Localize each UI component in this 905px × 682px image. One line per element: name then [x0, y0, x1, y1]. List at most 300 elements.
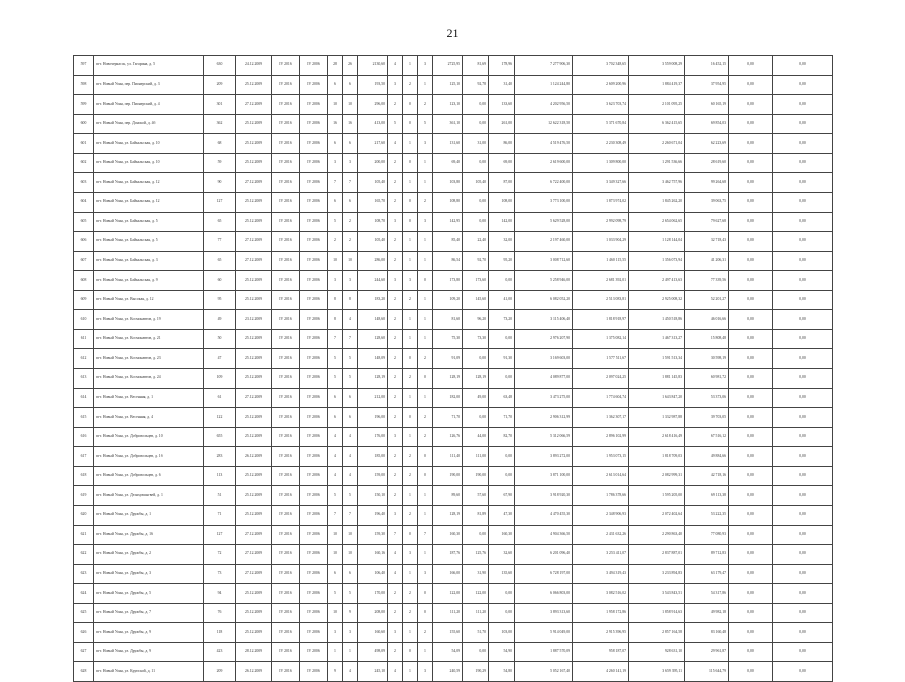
cell-municipal-area: 54,80 [489, 662, 515, 682]
cell-area-total: 245,10 [358, 662, 388, 682]
cell-total-cost: 2 906 312,99 [515, 408, 573, 428]
cell-row-number: 610 [74, 310, 94, 330]
cell-area-total: 498,09 [358, 642, 388, 662]
table-row [74, 310, 833, 330]
cell-building-area: 65 [204, 251, 236, 271]
cell-residents-total: 10 [328, 251, 343, 271]
cell-resettled-area: 91,09 [433, 349, 463, 369]
cell-apartments-total: 2 [388, 251, 403, 271]
cell-address: пгт. Новый Уоян, ул. Крупской, д. 11 [94, 662, 204, 682]
cell-extra-cost: 0,00 [729, 505, 773, 525]
cell-resettled-area: 111,40 [433, 447, 463, 467]
page-number: 21 [446, 26, 459, 40]
cell-demolition-date: IV 2006 [300, 329, 328, 349]
cell-fund-cost: 2 431 632,26 [573, 525, 629, 545]
cell-apartments-private: 1 [403, 427, 418, 447]
cell-local-cost: 39 703,05 [685, 408, 729, 428]
cell-demolition-date: IV 2006 [300, 232, 328, 252]
cell-residents-total: 6 [328, 408, 343, 428]
cell-residents-moving: 4 [343, 427, 358, 447]
cell-residents-moving: 2 [343, 212, 358, 232]
cell-address: пгт. Новый Уоян, ул. Добровольцев, д. 1б [94, 447, 204, 467]
cell-apartments-municipal: 2 [418, 192, 433, 212]
cell-fund-cost: 1 818 918,97 [573, 310, 629, 330]
cell-date: 25.12.2009 [236, 603, 272, 623]
cell-apartments-municipal: 3 [418, 212, 433, 232]
cell-apartments-private: 0 [403, 642, 418, 662]
cell-residents-total: 10 [328, 95, 343, 115]
cell-deadline: IV 2016 [272, 192, 300, 212]
cell-private-area: 0,00 [463, 642, 489, 662]
table-row [74, 408, 833, 428]
cell-demolition-date: IV 2006 [300, 642, 328, 662]
cell-apartments-private: 1 [403, 173, 418, 193]
cell-municipal-area: 0,00 [489, 584, 515, 604]
cell-row-number: 608 [74, 271, 94, 291]
cell-other-cost: 0,00 [773, 505, 833, 525]
cell-budget-cost: 2 290 863,40 [629, 525, 685, 545]
cell-private-area: 81,69 [463, 56, 489, 76]
table-row [74, 95, 833, 115]
cell-row-number: 617 [74, 447, 94, 467]
cell-total-cost: 3 893 313,60 [515, 603, 573, 623]
cell-area-total: 165,70 [358, 192, 388, 212]
cell-municipal-area: 54,90 [489, 642, 515, 662]
cell-fund-cost: 1 958 172,86 [573, 603, 629, 623]
cell-budget-cost: 1 332 987,88 [629, 408, 685, 428]
cell-other-cost: 0,00 [773, 349, 833, 369]
cell-demolition-date: IV 2006 [300, 192, 328, 212]
cell-budget-cost: 3 659 395,11 [629, 662, 685, 682]
cell-row-number: 603 [74, 173, 94, 193]
cell-address: пгт. Новый Уоян, ул. Дружбы, д. 1 [94, 505, 204, 525]
cell-resettled-area: 166,00 [433, 564, 463, 584]
cell-row-number: 597 [74, 56, 94, 76]
cell-private-area: 145,60 [463, 290, 489, 310]
cell-date: 25.12.2009 [236, 153, 272, 173]
cell-apartments-total: 2 [388, 290, 403, 310]
cell-extra-cost: 0,00 [729, 290, 773, 310]
cell-apartments-private: 3 [403, 271, 418, 291]
cell-other-cost: 0,00 [773, 447, 833, 467]
cell-row-number: 611 [74, 329, 94, 349]
cell-residents-total: 5 [328, 584, 343, 604]
cell-demolition-date: IV 2006 [300, 310, 328, 330]
cell-residents-total: 7 [328, 505, 343, 525]
cell-private-area: 125,76 [463, 545, 489, 565]
cell-private-area: 0,00 [463, 153, 489, 173]
cell-private-area: 0,00 [463, 408, 489, 428]
cell-budget-cost: 1 881 145,83 [629, 369, 685, 389]
cell-deadline: IV 2016 [272, 369, 300, 389]
table-row [74, 212, 833, 232]
cell-residents-moving: 4 [343, 466, 358, 486]
cell-deadline: IV 2016 [272, 212, 300, 232]
cell-apartments-private: 2 [403, 603, 418, 623]
cell-budget-cost: 1 128 144,04 [629, 232, 685, 252]
cell-fund-cost: 1 033 904,29 [573, 232, 629, 252]
cell-address: пгт. Новый Уоян, ул. Высокая, д. 12 [94, 290, 204, 310]
cell-municipal-area: 32,00 [489, 232, 515, 252]
cell-apartments-private: 1 [403, 388, 418, 408]
cell-total-cost: 5 052 167,40 [515, 662, 573, 682]
cell-budget-cost: 2 101 095,25 [629, 95, 685, 115]
cell-private-area: 44,00 [463, 427, 489, 447]
cell-total-cost: 1 887 570,09 [515, 642, 573, 662]
table-row [74, 369, 833, 389]
cell-extra-cost: 0,00 [729, 271, 773, 291]
cell-apartments-municipal: 0 [418, 584, 433, 604]
cell-demolition-date: IV 2006 [300, 486, 328, 506]
cell-row-number: 605 [74, 212, 94, 232]
cell-apartments-municipal: 2 [418, 408, 433, 428]
cell-deadline: IV 2016 [272, 56, 300, 76]
cell-private-area: 0,00 [463, 192, 489, 212]
cell-deadline: IV 2016 [272, 388, 300, 408]
cell-other-cost: 0,00 [773, 251, 833, 271]
cell-area-total: 2130,60 [358, 56, 388, 76]
cell-residents-moving: 6 [343, 564, 358, 584]
cell-municipal-area: 91,30 [489, 349, 515, 369]
cell-date: 28.12.2009 [236, 642, 272, 662]
cell-row-number: 598 [74, 75, 94, 95]
cell-fund-cost: 2 613 014,64 [573, 466, 629, 486]
cell-municipal-area: 178,96 [489, 56, 515, 76]
cell-apartments-municipal: 3 [418, 662, 433, 682]
cell-resettled-area: 75,30 [433, 329, 463, 349]
cell-resettled-area: 187,76 [433, 545, 463, 565]
cell-building-area: 95 [204, 290, 236, 310]
cell-resettled-area: 123,10 [433, 95, 463, 115]
cell-municipal-area: 108,00 [489, 192, 515, 212]
cell-area-total: 193,50 [358, 75, 388, 95]
table-row [74, 505, 833, 525]
cell-apartments-total: 3 [388, 75, 403, 95]
cell-residents-moving: 10 [343, 545, 358, 565]
cell-demolition-date: IV 2006 [300, 290, 328, 310]
cell-deadline: IV 2016 [272, 153, 300, 173]
cell-local-cost: 41 206,31 [685, 251, 729, 271]
cell-date: 25.12.2009 [236, 369, 272, 389]
cell-municipal-area: 86,00 [489, 134, 515, 154]
cell-deadline: IV 2016 [272, 75, 300, 95]
cell-residents-moving: 3 [343, 271, 358, 291]
cell-resettled-area: 81,60 [433, 310, 463, 330]
cell-fund-cost: 2 681 392,01 [573, 271, 629, 291]
cell-area-total: 159,00 [358, 466, 388, 486]
cell-building-area: 77 [204, 232, 236, 252]
table-row [74, 114, 833, 134]
cell-apartments-municipal: 0 [418, 271, 433, 291]
cell-apartments-private: 0 [403, 408, 418, 428]
cell-extra-cost: 0,00 [729, 486, 773, 506]
cell-demolition-date: IV 2006 [300, 349, 328, 369]
cell-date: 25.12.2009 [236, 584, 272, 604]
cell-deadline: IV 2016 [272, 310, 300, 330]
cell-other-cost: 0,00 [773, 310, 833, 330]
table-row [74, 427, 833, 447]
cell-apartments-total: 3 [388, 212, 403, 232]
cell-budget-cost: 2 497 413,63 [629, 271, 685, 291]
cell-other-cost: 0,00 [773, 662, 833, 682]
cell-residents-total: 1 [328, 642, 343, 662]
cell-local-cost: 37 954,95 [685, 75, 729, 95]
cell-area-total: 185,00 [358, 447, 388, 467]
cell-extra-cost: 0,00 [729, 349, 773, 369]
cell-row-number: 601 [74, 134, 94, 154]
cell-budget-cost: 1 591 513,34 [629, 349, 685, 369]
cell-deadline: IV 2016 [272, 251, 300, 271]
cell-local-cost: 69 113,38 [685, 486, 729, 506]
cell-deadline: IV 2016 [272, 349, 300, 369]
cell-row-number: 625 [74, 603, 94, 623]
cell-extra-cost: 0,00 [729, 153, 773, 173]
cell-local-cost: 79 627,68 [685, 212, 729, 232]
cell-private-area: 51,70 [463, 623, 489, 643]
cell-residents-total: 6 [328, 388, 343, 408]
cell-other-cost: 0,00 [773, 134, 833, 154]
cell-area-total: 159,30 [358, 525, 388, 545]
cell-deadline: IV 2016 [272, 525, 300, 545]
cell-private-area: 22,40 [463, 232, 489, 252]
table-row [74, 173, 833, 193]
cell-apartments-total: 2 [388, 584, 403, 604]
cell-date: 25.12.2009 [236, 329, 272, 349]
cell-resettled-area: 86,54 [433, 251, 463, 271]
cell-apartments-total: 2 [388, 642, 403, 662]
cell-local-cost: 89 712,83 [685, 545, 729, 565]
cell-residents-total: 8 [328, 290, 343, 310]
cell-deadline: IV 2016 [272, 114, 300, 134]
cell-other-cost: 0,00 [773, 466, 833, 486]
cell-total-cost: 6 082 052,20 [515, 290, 573, 310]
table-row [74, 662, 833, 682]
cell-date: 27.12.2009 [236, 232, 272, 252]
cell-budget-cost: 3 462 757,96 [629, 173, 685, 193]
table-row [74, 290, 833, 310]
cell-apartments-total: 2 [388, 447, 403, 467]
cell-resettled-area: 108,80 [433, 192, 463, 212]
cell-building-area: 61 [204, 388, 236, 408]
cell-building-area: 68 [204, 134, 236, 154]
cell-resettled-area: 54,09 [433, 642, 463, 662]
cell-municipal-area: 0,00 [489, 369, 515, 389]
cell-private-area: 122,00 [463, 584, 489, 604]
cell-budget-cost: 928 631,10 [629, 642, 685, 662]
cell-resettled-area: 71,70 [433, 408, 463, 428]
cell-extra-cost: 0,00 [729, 662, 773, 682]
cell-resettled-area: 190,00 [433, 466, 463, 486]
cell-residents-moving: 6 [343, 192, 358, 212]
cell-demolition-date: IV 2006 [300, 134, 328, 154]
cell-address: пгт. Новый Уоян, ул. Дружбы, д. 9 [94, 642, 204, 662]
cell-row-number: 609 [74, 290, 94, 310]
cell-date: 25.12.2009 [236, 114, 272, 134]
cell-demolition-date: IV 2006 [300, 466, 328, 486]
cell-resettled-area: 122,00 [433, 584, 463, 604]
cell-apartments-private: 2 [403, 505, 418, 525]
cell-municipal-area: 31,40 [489, 75, 515, 95]
cell-address: пгт. Новый Уоян, ул. Дружбы, д. 9 [94, 623, 204, 643]
cell-other-cost: 0,00 [773, 232, 833, 252]
cell-municipal-area: 135,60 [489, 564, 515, 584]
cell-local-cost: 60 981,72 [685, 369, 729, 389]
cell-total-cost: 4 089 877,00 [515, 369, 573, 389]
cell-building-area: 630 [204, 56, 236, 76]
cell-row-number: 604 [74, 192, 94, 212]
cell-address: пгт. Новый Уоян, ул. Космонавтов, д. 23 [94, 349, 204, 369]
cell-budget-cost: 1 884 419,37 [629, 75, 685, 95]
cell-apartments-municipal: 7 [418, 525, 433, 545]
cell-residents-total: 8 [328, 310, 343, 330]
cell-local-cost: 60 165,19 [685, 95, 729, 115]
cell-extra-cost: 0,00 [729, 173, 773, 193]
cell-total-cost: 3 008 712,60 [515, 251, 573, 271]
cell-apartments-municipal: 1 [418, 388, 433, 408]
cell-residents-moving: 5 [343, 369, 358, 389]
cell-residents-moving: 6 [343, 388, 358, 408]
cell-date: 25.12.2009 [236, 271, 272, 291]
cell-apartments-private: 1 [403, 486, 418, 506]
cell-extra-cost: 0,00 [729, 584, 773, 604]
cell-date: 23.12.2009 [236, 310, 272, 330]
cell-demolition-date: IV 2006 [300, 564, 328, 584]
cell-apartments-private: 1 [403, 662, 418, 682]
cell-row-number: 619 [74, 486, 94, 506]
cell-local-cost: 99 264,68 [685, 173, 729, 193]
cell-area-total: 148,60 [358, 310, 388, 330]
cell-deadline: IV 2016 [272, 329, 300, 349]
cell-apartments-private: 2 [403, 290, 418, 310]
cell-resettled-area: 89,60 [433, 486, 463, 506]
cell-demolition-date: IV 2006 [300, 584, 328, 604]
cell-apartments-municipal: 5 [418, 114, 433, 134]
cell-apartments-private: 2 [403, 466, 418, 486]
cell-deadline: IV 2016 [272, 427, 300, 447]
cell-area-total: 128,60 [358, 329, 388, 349]
cell-other-cost: 0,00 [773, 408, 833, 428]
cell-budget-cost: 1 845 262,20 [629, 192, 685, 212]
cell-date: 26.12.2009 [236, 662, 272, 682]
cell-total-cost: 5 258 946,00 [515, 271, 573, 291]
cell-fund-cost: 2 097 024,25 [573, 369, 629, 389]
cell-private-area: 31,90 [463, 564, 489, 584]
cell-apartments-municipal: 1 [418, 486, 433, 506]
cell-residents-moving: 1 [343, 642, 358, 662]
cell-other-cost: 0,00 [773, 584, 833, 604]
cell-apartments-total: 4 [388, 564, 403, 584]
cell-apartments-private: 1 [403, 329, 418, 349]
cell-local-cost: 30 598,19 [685, 349, 729, 369]
cell-area-total: 196,00 [358, 408, 388, 428]
cell-area-total: 196,40 [358, 505, 388, 525]
cell-address: пгт. Новый Уоян, ул. Байкальская, д. 5 [94, 232, 204, 252]
cell-date: 25.12.2009 [236, 505, 272, 525]
cell-local-cost: 52 201,27 [685, 290, 729, 310]
cell-fund-cost: 1 577 511,67 [573, 349, 629, 369]
cell-private-area: 0,00 [463, 114, 489, 134]
cell-area-total: 105,40 [358, 173, 388, 193]
cell-residents-moving: 10 [343, 95, 358, 115]
table-row [74, 251, 833, 271]
cell-row-number: 612 [74, 349, 94, 369]
cell-municipal-area: 63,48 [489, 388, 515, 408]
cell-budget-cost: 2 082 999,31 [629, 466, 685, 486]
cell-private-area: 0,00 [463, 525, 489, 545]
cell-local-cost: 49 982,18 [685, 603, 729, 623]
cell-fund-cost: 3 253 411,07 [573, 545, 629, 565]
cell-local-cost: 15 808,48 [685, 329, 729, 349]
cell-demolition-date: IV 2006 [300, 388, 328, 408]
cell-private-area: 190,00 [463, 466, 489, 486]
cell-resettled-area: 160,30 [433, 525, 463, 545]
cell-date: 27.12.2009 [236, 525, 272, 545]
cell-row-number: 615 [74, 408, 94, 428]
cell-residents-total: 10 [328, 603, 343, 623]
cell-local-cost: 46 016,66 [685, 310, 729, 330]
cell-date: 25.12.2009 [236, 466, 272, 486]
cell-building-area: 76 [204, 603, 236, 623]
cell-total-cost: 4 470 455,30 [515, 505, 573, 525]
cell-total-cost: 3 773 100,00 [515, 192, 573, 212]
cell-address: пгт. Новый Уоян, ул. Дружбы, д. 2 [94, 545, 204, 565]
cell-private-area: 0,00 [463, 212, 489, 232]
cell-municipal-area: 69,00 [489, 153, 515, 173]
cell-resettled-area: 131,60 [433, 134, 463, 154]
cell-extra-cost: 0,00 [729, 95, 773, 115]
cell-deadline: IV 2016 [272, 642, 300, 662]
cell-row-number: 627 [74, 642, 94, 662]
cell-apartments-total: 3 [388, 623, 403, 643]
cell-fund-cost: 3 623 703,74 [573, 95, 629, 115]
cell-area-total: 217,60 [358, 134, 388, 154]
cell-resettled-area: 2725,95 [433, 56, 463, 76]
cell-apartments-private: 1 [403, 310, 418, 330]
cell-resettled-area: 125,10 [433, 75, 463, 95]
table-row [74, 525, 833, 545]
cell-apartments-total: 4 [388, 545, 403, 565]
cell-total-cost: 7 277 906,30 [515, 56, 573, 76]
cell-budget-cost: 2 618 416,49 [629, 427, 685, 447]
cell-total-cost: 6 201 096,40 [515, 545, 573, 565]
cell-apartments-private: 0 [403, 95, 418, 115]
cell-other-cost: 0,00 [773, 75, 833, 95]
cell-demolition-date: IV 2006 [300, 427, 328, 447]
cell-residents-moving: 8 [343, 290, 358, 310]
cell-row-number: 621 [74, 525, 94, 545]
cell-date: 25.12.2009 [236, 427, 272, 447]
cell-building-area: 71 [204, 505, 236, 525]
cell-total-cost: 4 519 476,50 [515, 134, 573, 154]
cell-budget-cost: 1 858 914,63 [629, 603, 685, 623]
cell-municipal-area: 0,00 [489, 466, 515, 486]
cell-demolition-date: IV 2006 [300, 271, 328, 291]
cell-fund-cost: 2 230 308,49 [573, 134, 629, 154]
cell-private-area: 173,60 [463, 271, 489, 291]
cell-municipal-area: 41,00 [489, 290, 515, 310]
cell-local-cost: 53 222,35 [685, 505, 729, 525]
cell-apartments-private: 1 [403, 232, 418, 252]
cell-municipal-area: 32,60 [489, 545, 515, 565]
cell-address: пгт. Новый Уоян, ул. Добровольцев, д. 6 [94, 466, 204, 486]
cell-other-cost: 0,00 [773, 623, 833, 643]
cell-demolition-date: IV 2006 [300, 75, 328, 95]
cell-other-cost: 0,00 [773, 114, 833, 134]
cell-apartments-private: 2 [403, 447, 418, 467]
cell-apartments-total: 2 [388, 173, 403, 193]
cell-residents-moving: 7 [343, 329, 358, 349]
cell-residents-moving: 4 [343, 662, 358, 682]
